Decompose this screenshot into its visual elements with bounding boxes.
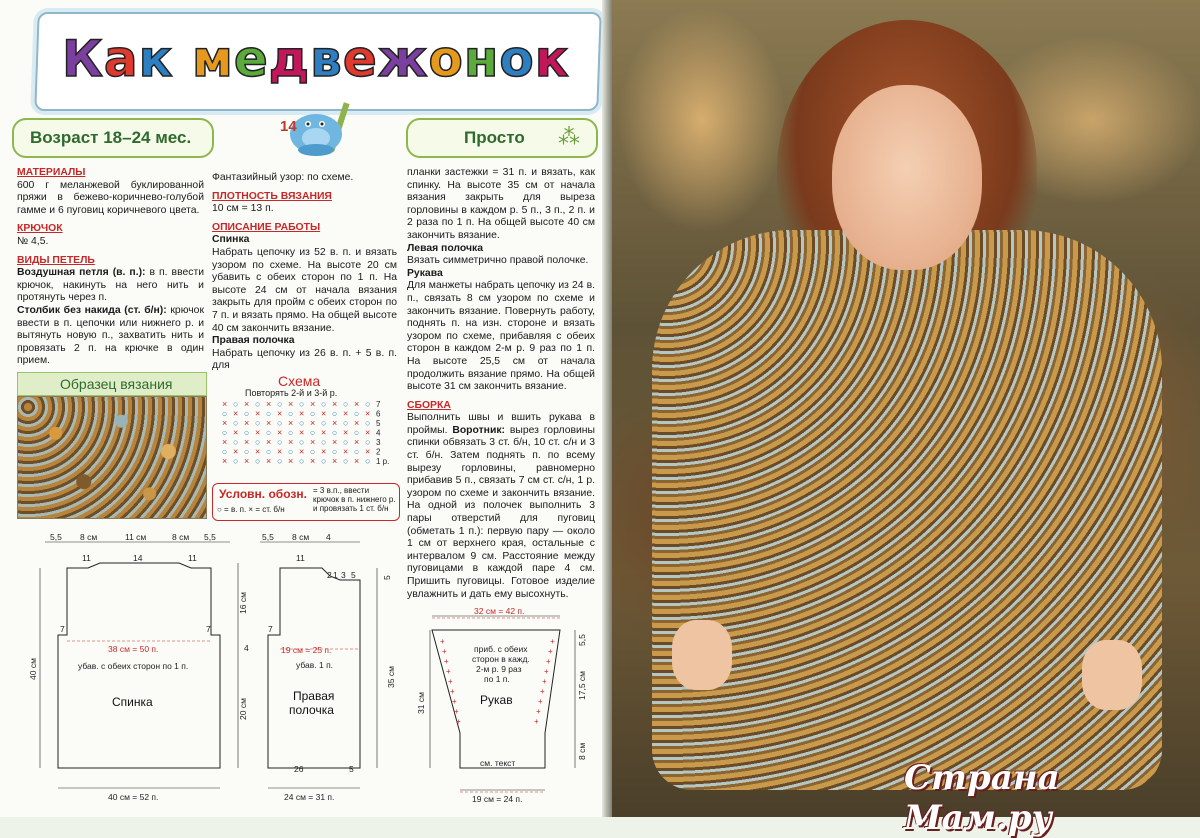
- chain-symbol: ○: [354, 446, 360, 457]
- chain-symbol: ○: [255, 437, 261, 447]
- sc-symbol: ×: [343, 408, 349, 419]
- site-watermark: Страна Мам.ру: [904, 758, 1060, 838]
- chain-symbol: ○: [310, 446, 316, 457]
- sleeves-subheading: Рукава: [407, 267, 443, 279]
- back-dim-1: 5,5: [50, 532, 62, 542]
- chain-symbol: ○: [288, 446, 294, 457]
- increase-mark: +: [446, 667, 451, 676]
- work-heading: ОПИСАНИЕ РАБОТЫ: [212, 221, 321, 233]
- sc-symbol: ×: [222, 456, 228, 466]
- front-label-2: полочка: [289, 703, 334, 717]
- sc-symbol: ×: [277, 427, 283, 438]
- sc-symbol: ×: [288, 418, 294, 428]
- sc-symbol: ×: [233, 408, 239, 419]
- sc-symbol: ×: [321, 408, 327, 419]
- back-dim-4: 8 см: [172, 532, 190, 542]
- chain-symbol: ○: [365, 456, 371, 466]
- chart-row-number: 5: [376, 419, 381, 428]
- front-armhole-height: 4: [244, 643, 249, 653]
- sleeve-note-2: сторон в кажд.: [472, 654, 530, 664]
- front-dim-3: 4: [326, 532, 331, 542]
- chain-stitch-desc: в п. ввести крючок, накинуть на него нить и протянуть через п.: [17, 267, 205, 304]
- chart-row-number: 4: [376, 428, 381, 438]
- front-neck-5: 5: [351, 570, 356, 580]
- text-column-2: [212, 172, 397, 373]
- chart-row-number: 1 р.: [376, 457, 390, 466]
- front-width-mid: 19 см = 25 п.: [281, 645, 332, 655]
- sc-symbol: ×: [343, 446, 349, 457]
- chain-symbol: ○: [288, 427, 294, 438]
- left-hand: [672, 620, 732, 690]
- front-neck-1: 11: [296, 553, 305, 563]
- sample-title: Образец вязания: [60, 376, 173, 392]
- chain-symbol: ○: [343, 418, 349, 428]
- front-label-1: Правая: [293, 689, 335, 703]
- chain-symbol: ○: [365, 437, 371, 447]
- sc-symbol: ×: [332, 418, 338, 428]
- back-dim-3: 11 см: [125, 532, 147, 542]
- chain-symbol: ○: [244, 408, 250, 419]
- title-letter: к: [138, 30, 174, 88]
- sc-symbol: ×: [354, 456, 360, 466]
- sleeve-upper-height: 5,5: [577, 634, 587, 646]
- chain-symbol: ○: [299, 418, 305, 428]
- scheme-title: Схема: [278, 373, 321, 389]
- sc-symbol: ×: [255, 427, 261, 438]
- chain-symbol: ○: [332, 427, 338, 438]
- assembly-text-1: Выполнить швы и вшить рукава в проймы.: [407, 412, 595, 436]
- sleeve-label: Рукав: [480, 693, 513, 707]
- increase-mark: +: [452, 697, 457, 706]
- age-text: Возраст 18–24 мес.: [30, 128, 192, 147]
- sc-symbol: ×: [310, 437, 316, 447]
- legend-cluster: = 3 в.п., ввести крючок в п. нижнего р. и провязать 1 ст. б/н: [313, 486, 396, 513]
- increase-mark: +: [548, 647, 553, 656]
- front-neck-3: 1: [333, 570, 338, 580]
- sc-symbol: ×: [310, 399, 316, 409]
- back-dim-5: 5,5: [204, 532, 216, 542]
- sc-symbol: ×: [365, 446, 371, 457]
- sc-symbol: ×: [266, 399, 272, 409]
- sc-symbol: ×: [288, 456, 294, 466]
- sc-symbol: ×: [299, 446, 305, 457]
- chain-symbol: ○: [310, 427, 316, 438]
- chain-symbol: ○: [233, 399, 239, 409]
- hook-text: № 4,5.: [17, 235, 49, 247]
- chain-symbol: ○: [277, 456, 283, 466]
- page-title: [62, 30, 570, 88]
- materials-heading: МАТЕРИАЛЫ: [17, 167, 86, 178]
- title-letter: о: [428, 30, 464, 88]
- back-stitch-1: 11: [82, 553, 91, 563]
- sc-symbol: ×: [244, 456, 250, 466]
- title-letter: К: [62, 30, 104, 88]
- chain-symbol: ○: [343, 437, 349, 447]
- front-stitch-26: 26: [294, 764, 304, 774]
- knit-sample-photo: [17, 396, 207, 519]
- increase-mark: +: [534, 717, 539, 726]
- front-neck-4: 3: [341, 570, 346, 580]
- right-hand: [1082, 640, 1142, 710]
- sc-symbol: ×: [266, 418, 272, 428]
- front-dim-1: 5,5: [262, 532, 274, 542]
- sc-symbol: ×: [310, 418, 316, 428]
- collar-term: Воротник:: [452, 424, 506, 436]
- increase-mark: +: [444, 657, 449, 666]
- title-letter: в: [310, 30, 343, 88]
- title-letter: [174, 30, 192, 88]
- title-letter: о: [499, 30, 535, 88]
- title-letter: к: [534, 30, 570, 88]
- right-front-subheading: Правая полочка: [212, 335, 295, 347]
- chain-symbol: ○: [321, 418, 327, 428]
- sleeve-note-3: 2-м р. 9 раз: [476, 664, 522, 674]
- sc-symbol: ×: [255, 408, 261, 419]
- increase-mark: +: [536, 707, 541, 716]
- chain-symbol: ○: [332, 408, 338, 419]
- sleeve-cuff-note: см. текст: [480, 758, 516, 768]
- sc-symbol: ×: [354, 418, 360, 428]
- chain-symbol: ○: [365, 399, 371, 409]
- chain-symbol: ○: [255, 418, 261, 428]
- sc-symbol: ×: [354, 399, 360, 409]
- title-letter: е: [342, 30, 378, 88]
- sc-symbol: ×: [332, 456, 338, 466]
- crochet-chart: [218, 398, 398, 470]
- chain-symbol: ○: [343, 456, 349, 466]
- back-subheading: Спинка: [212, 234, 250, 246]
- sc-symbol: ×: [244, 418, 250, 428]
- left-front-text: Вязать симметрично правой полочке.: [407, 255, 589, 267]
- sc-symbol: ×: [321, 446, 327, 457]
- page-number: 14: [280, 118, 297, 135]
- increase-mark: +: [544, 667, 549, 676]
- sample-heading: [17, 372, 207, 396]
- sleeve-bottom: 19 см = 24 п.: [472, 794, 523, 804]
- chain-symbol: ○: [255, 456, 261, 466]
- legend-symbols: ○ = в. п. × = ст. б/н: [217, 505, 285, 514]
- increase-mark: +: [542, 677, 547, 686]
- sc-symbol: ×: [222, 437, 228, 447]
- sc-symbol: ×: [277, 446, 283, 457]
- chain-symbol: ○: [321, 399, 327, 409]
- sc-symbol: ×: [365, 408, 371, 419]
- chain-symbol: ○: [288, 408, 294, 419]
- front-upper-height: 16 см: [238, 592, 248, 614]
- sleeve-top: 32 см = 42 п.: [474, 606, 525, 616]
- increase-mark: +: [456, 717, 461, 726]
- front-decrease-note: убав. 1 п.: [296, 660, 334, 670]
- right-front-text: Набрать цепочку из 26 в. п. + 5 в. п. для: [212, 347, 397, 372]
- title-letter: а: [103, 30, 139, 88]
- back-decrease-note: убав. с обеих сторон по 1 п.: [78, 661, 189, 671]
- sc-symbol: ×: [233, 446, 239, 457]
- chain-symbol: ○: [365, 418, 371, 428]
- sc-symbol: ×: [343, 427, 349, 438]
- title-letter: м: [191, 30, 234, 88]
- back-stitch-2: 14: [133, 553, 143, 563]
- sleeve-cuff-height: 8 см: [577, 742, 587, 760]
- sc-symbol: ×: [222, 418, 228, 428]
- left-front-subheading: Левая полочка: [407, 242, 483, 254]
- increase-mark: +: [454, 707, 459, 716]
- back-armhole-l: 7: [60, 624, 65, 634]
- chain-stitch-term: Воздушная петля (в. п.):: [17, 267, 146, 279]
- chain-symbol: ○: [299, 437, 305, 447]
- sc-symbol: ×: [288, 437, 294, 447]
- density-text: 10 см = 13 п.: [212, 203, 274, 215]
- scheme-repeat-note: Повторять 2-й и 3-й р.: [245, 388, 338, 398]
- chain-symbol: ○: [244, 446, 250, 457]
- sc-symbol: ×: [310, 456, 316, 466]
- legend-box: [212, 483, 400, 521]
- right-front-cont-text: планки застежки = 31 п. и вязать, как спинку. На высоте 35 см от начала вязания закрыть для выреза горловины в каждом р. 5 п., 3 п., 2 п. и 2 раза по 1 п. На общей высоте 40 см закончить вязание.: [407, 167, 595, 241]
- sc-symbol: ×: [244, 437, 250, 447]
- chain-symbol: ○: [332, 446, 338, 457]
- title-letter: е: [233, 30, 269, 88]
- sleeve-note-4: по 1 п.: [484, 674, 510, 684]
- assembly-heading: СБОРКА: [407, 399, 451, 411]
- sc-symbol: ×: [222, 399, 228, 409]
- increase-mark: +: [538, 697, 543, 706]
- back-dim-2: 8 см: [80, 532, 98, 542]
- front-lower-height: 20 см: [238, 698, 248, 720]
- pattern-page: [0, 0, 607, 817]
- chain-stitch-text: [17, 267, 204, 305]
- title-letter: ж: [377, 30, 429, 88]
- sc-symbol: ×: [244, 399, 250, 409]
- front-bottom: 24 см = 31 п.: [284, 792, 335, 802]
- chain-symbol: ○: [222, 427, 228, 438]
- chain-symbol: ○: [222, 446, 228, 457]
- front-stitch-5: 5: [349, 764, 354, 774]
- increase-mark: +: [448, 677, 453, 686]
- materials-text: 600 г меланжевой буклированной пряжи в бежево-коричнево-голубой гамме и 6 пуговиц коричневого цвета.: [17, 179, 204, 216]
- difficulty-text: Просто: [464, 128, 525, 147]
- single-crochet-term: Столбик без накида (ст. б/н):: [17, 304, 167, 316]
- sleeve-note-1: приб. с обеих: [474, 644, 528, 654]
- increase-mark: +: [440, 637, 445, 646]
- title-letter: д: [268, 30, 311, 88]
- chain-symbol: ○: [310, 408, 316, 419]
- chain-symbol: ○: [255, 399, 261, 409]
- front-armhole-width: 7: [268, 624, 273, 634]
- chart-row-number: 2: [376, 447, 381, 457]
- chain-symbol: ○: [266, 408, 272, 419]
- sleeves-text: Для манжеты набрать цепочку из 24 в. п., связать 8 см узором по схеме и закончить вязание. Повернуть работу, поднять п. на изн. стороне и вязать узором по схеме, прибавляя с обеих сторон в каждом 2-м р. 9 раз по 1 п. На высоте 25,5 см от начала продолжить вязание прямо. На общей высоте 31 см закончить вязание.: [407, 280, 595, 393]
- sc-symbol: ×: [365, 427, 371, 438]
- chain-symbol: ○: [321, 456, 327, 466]
- chain-symbol: ○: [277, 437, 283, 447]
- chain-symbol: ○: [233, 418, 239, 428]
- legend-title: Условн. обозн.: [219, 487, 307, 501]
- front-dim-2: 8 см: [292, 532, 310, 542]
- chain-symbol: ○: [233, 437, 239, 447]
- sc-symbol: ×: [299, 408, 305, 419]
- chain-symbol: ○: [277, 399, 283, 409]
- back-height: 40 см: [28, 658, 38, 680]
- assembly-text-2: вырез горловины спинки обвязать 3 ст. б/н, 10 ст. с/н и 3 ст. б/н. Затем поднять п. по всему вырезу горловины, равномерно прибавив 5 п., связать 7 см ст. с/н, 1 р. узором по схеме и закончить вязание. На одной из полочек выполнить 3 пары отверстий для пуговиц (обметать 1 п.): первую пару — около 1 см от верхнего края, остальные с интервалом 9 см. Расстояние между пуговицами в каждой паре 4 см. Пришить пуговицы. Готовое изделие увлажнить и дать ему высохнуть.: [407, 424, 595, 600]
- sc-symbol: ×: [299, 427, 305, 438]
- chain-symbol: ○: [266, 427, 272, 438]
- single-crochet-text: [17, 305, 204, 368]
- chain-symbol: ○: [299, 456, 305, 466]
- chart-row-number: 6: [376, 409, 381, 419]
- text-column-1: [17, 167, 204, 368]
- increase-mark: +: [540, 687, 545, 696]
- sc-symbol: ×: [321, 427, 327, 438]
- sc-symbol: ×: [354, 437, 360, 447]
- back-text: Набрать цепочку из 52 в. п. и вязать узором по схеме. На высоте 20 см убавить с обеих сторон по 1 п. На высоте 24 см от начала вязания закрыть для пройм с обеих сторон по 7 п. и вязать прямо. На общей высоте 40 см закончить вязание.: [212, 246, 397, 334]
- sc-symbol: ×: [332, 437, 338, 447]
- sc-symbol: ×: [288, 399, 294, 409]
- boucle-jacket: [652, 230, 1162, 790]
- sleeve-height: 31 см: [416, 692, 426, 714]
- chain-symbol: ○: [354, 408, 360, 419]
- child-photo: [612, 0, 1200, 838]
- back-armhole-r: 7: [206, 624, 211, 634]
- increase-mark: +: [546, 657, 551, 666]
- age-badge: [12, 118, 214, 158]
- sc-symbol: ×: [277, 408, 283, 419]
- difficulty-badge: [406, 118, 598, 158]
- increase-mark: +: [450, 687, 455, 696]
- chain-symbol: ○: [244, 427, 250, 438]
- sc-symbol: ×: [255, 446, 261, 457]
- fancy-pattern-text: Фантазийный узор: по схеме.: [212, 172, 354, 183]
- chain-symbol: ○: [343, 399, 349, 409]
- back-width-mid: 38 см = 50 п.: [108, 644, 159, 654]
- back-label: Спинка: [112, 695, 153, 709]
- front-collar-height: 5: [382, 575, 392, 580]
- front-neck-2: 2: [327, 570, 332, 580]
- girl-face: [832, 85, 982, 270]
- chain-symbol: ○: [266, 446, 272, 457]
- chain-symbol: ○: [233, 456, 239, 466]
- density-heading: ПЛОТНОСТЬ ВЯЗАНИЯ: [212, 190, 332, 202]
- front-total-height: 35 см: [386, 666, 396, 688]
- chain-symbol: ○: [222, 408, 228, 419]
- sc-symbol: ×: [332, 399, 338, 409]
- sc-symbol: ×: [266, 456, 272, 466]
- hook-heading: КРЮЧОК: [17, 223, 63, 235]
- title-letter: н: [463, 30, 500, 88]
- stitches-heading: ВИДЫ ПЕТЕЛЬ: [17, 254, 95, 266]
- sleeve-mid-height: 17,5 см: [577, 671, 587, 700]
- back-stitch-3: 11: [188, 553, 197, 563]
- pattern-diagrams: [0, 528, 600, 817]
- sc-symbol: ×: [233, 427, 239, 438]
- chain-symbol: ○: [299, 399, 305, 409]
- increase-mark: +: [442, 647, 447, 656]
- chain-symbol: ○: [354, 427, 360, 438]
- back-bottom: 40 см = 52 п.: [108, 792, 159, 802]
- sc-symbol: ×: [266, 437, 272, 447]
- increase-mark: +: [550, 637, 555, 646]
- chart-row-number: 7: [376, 400, 381, 409]
- chain-symbol: ○: [321, 437, 327, 447]
- single-crochet-desc: крючок ввести в п. цепочки или нижнего р. и вытянуть новую п., захватить нить и провязать 2 п. на крючке в один прием.: [17, 304, 204, 367]
- chain-symbol: ○: [277, 418, 283, 428]
- chart-row-number: 3: [376, 438, 381, 447]
- footprints-icon: ⁂: [558, 124, 580, 149]
